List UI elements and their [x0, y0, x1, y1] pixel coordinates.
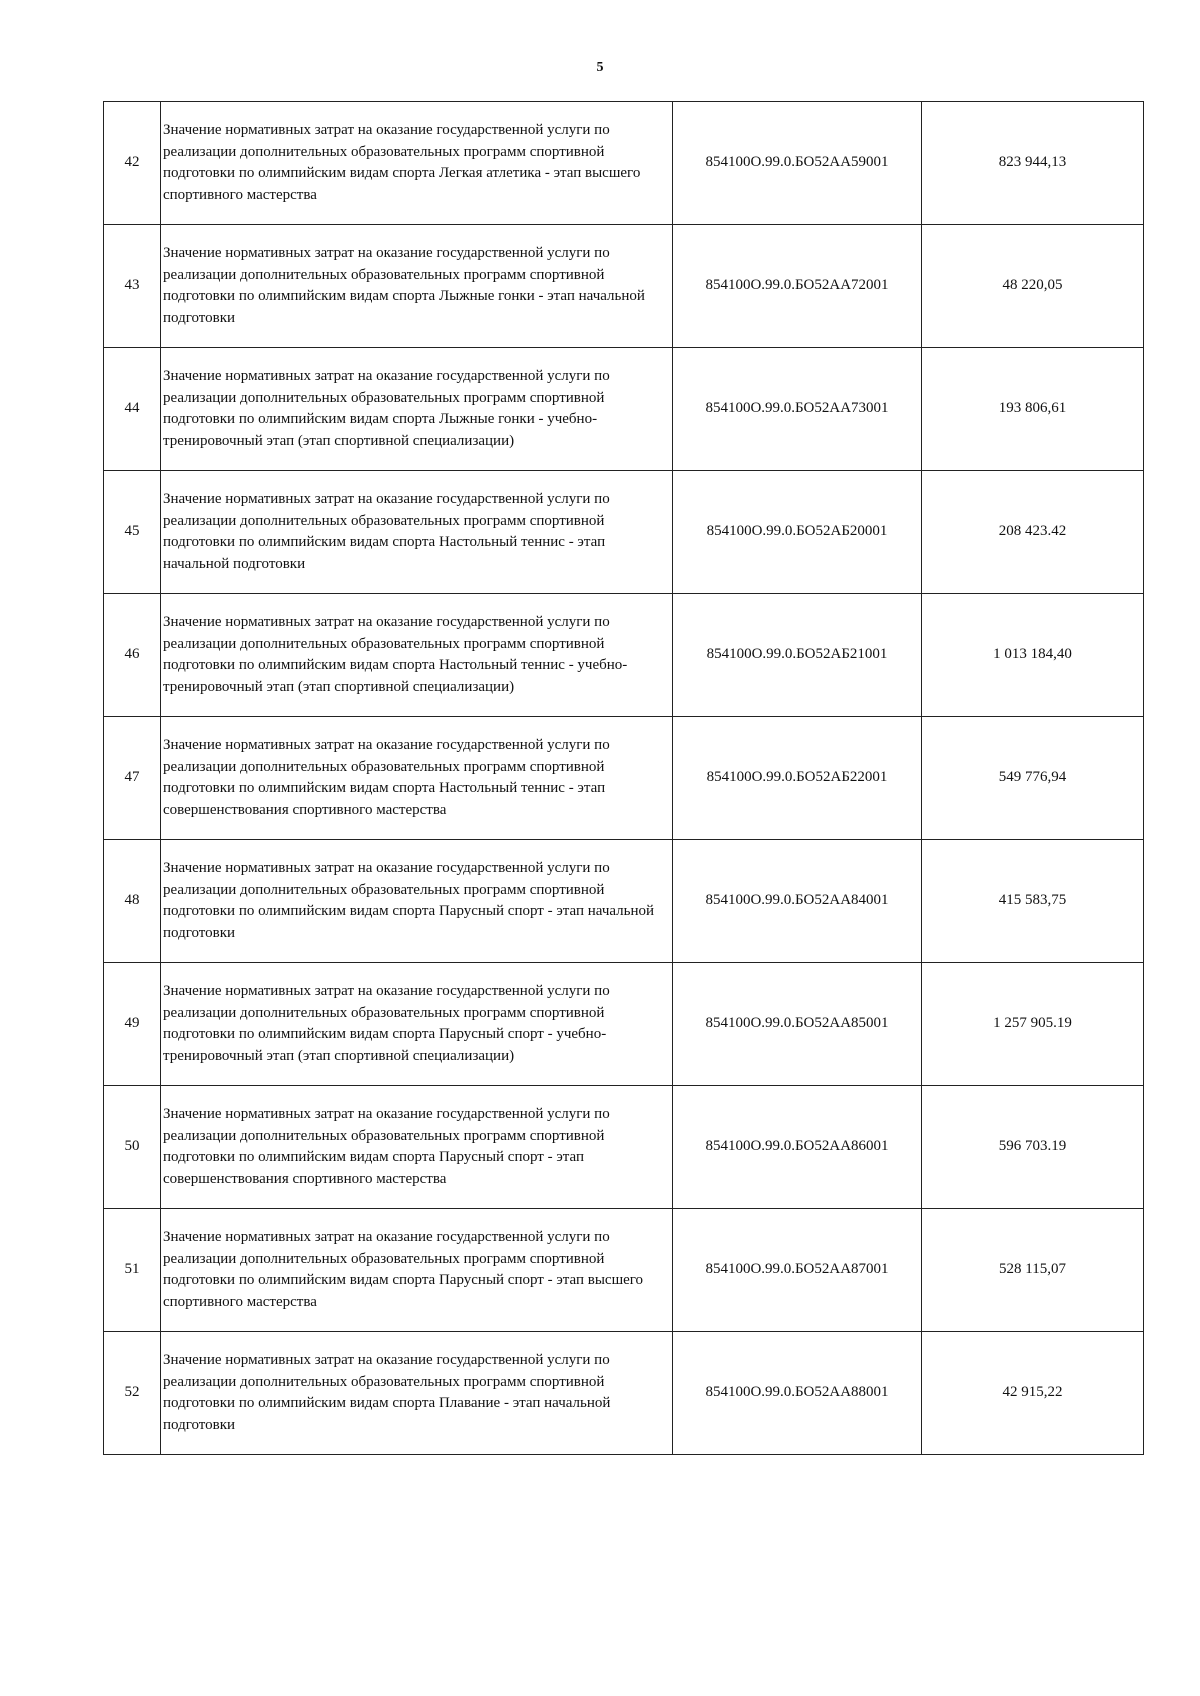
row-description: Значение нормативных затрат на оказание государственной услуги по реализации дополнительных образовательных программ спортивной подготовки по олимпийским видам спорта Настольный теннис - учебно-тренировочный этап (этап спортивной специализации): [161, 594, 673, 717]
row-code: 854100О.99.0.БО52АБ20001: [673, 471, 922, 594]
row-value: 1 257 905.19: [922, 963, 1144, 1086]
row-code: 854100О.99.0.БО52АА86001: [673, 1086, 922, 1209]
row-description: Значение нормативных затрат на оказание государственной услуги по реализации дополнительных образовательных программ спортивной подготовки по олимпийским видам спорта Легкая атлетика - этап высшего спортивного мастерства: [161, 102, 673, 225]
row-code: 854100О.99.0.БО52АА84001: [673, 840, 922, 963]
row-value: 48 220,05: [922, 225, 1144, 348]
row-description: Значение нормативных затрат на оказание государственной услуги по реализации дополнительных образовательных программ спортивной подготовки по олимпийским видам спорта Парусный спорт - этап высшего спортивного мастерства: [161, 1209, 673, 1332]
row-number: 50: [104, 1086, 161, 1209]
row-code: 854100О.99.0.БО52АА87001: [673, 1209, 922, 1332]
table-row: [104, 1332, 1144, 1455]
row-value: 1 013 184,40: [922, 594, 1144, 717]
row-description: Значение нормативных затрат на оказание государственной услуги по реализации дополнительных образовательных программ спортивной подготовки по олимпийским видам спорта Парусный спорт - этап совершенствования спортивного мастерства: [161, 1086, 673, 1209]
table-row: [104, 1086, 1144, 1209]
row-code: 854100О.99.0.БО52АБ21001: [673, 594, 922, 717]
row-value: 415 583,75: [922, 840, 1144, 963]
row-number: 51: [104, 1209, 161, 1332]
row-number: 47: [104, 717, 161, 840]
row-value: 823 944,13: [922, 102, 1144, 225]
table-row: [104, 840, 1144, 963]
row-description: Значение нормативных затрат на оказание государственной услуги по реализации дополнительных образовательных программ спортивной подготовки по олимпийским видам спорта Парусный спорт - учебно-тренировочный этап (этап спортивной специализации): [161, 963, 673, 1086]
row-number: 46: [104, 594, 161, 717]
row-code: 854100О.99.0.БО52АА72001: [673, 225, 922, 348]
row-code: 854100О.99.0.БО52АА59001: [673, 102, 922, 225]
row-number: 45: [104, 471, 161, 594]
row-description: Значение нормативных затрат на оказание государственной услуги по реализации дополнительных образовательных программ спортивной подготовки по олимпийским видам спорта Плавание - этап начальной подготовки: [161, 1332, 673, 1455]
row-number: 48: [104, 840, 161, 963]
row-description: Значение нормативных затрат на оказание государственной услуги по реализации дополнительных образовательных программ спортивной подготовки по олимпийским видам спорта Парусный спорт - этап начальной подготовки: [161, 840, 673, 963]
row-value: 549 776,94: [922, 717, 1144, 840]
table-row: [104, 102, 1144, 225]
table-row: [104, 963, 1144, 1086]
row-code: 854100О.99.0.БО52АБ22001: [673, 717, 922, 840]
table-row: [104, 717, 1144, 840]
row-value: 193 806,61: [922, 348, 1144, 471]
norms-table: [103, 101, 1144, 1455]
table-row: [104, 225, 1144, 348]
row-number: 44: [104, 348, 161, 471]
row-number: 49: [104, 963, 161, 1086]
row-description: Значение нормативных затрат на оказание государственной услуги по реализации дополнительных образовательных программ спортивной подготовки по олимпийским видам спорта Настольный теннис - этап начальной подготовки: [161, 471, 673, 594]
row-value: 596 703.19: [922, 1086, 1144, 1209]
row-description: Значение нормативных затрат на оказание государственной услуги по реализации дополнительных образовательных программ спортивной подготовки по олимпийским видам спорта Лыжные гонки - этап начальной подготовки: [161, 225, 673, 348]
page-number: 5: [596, 60, 604, 75]
row-number: 52: [104, 1332, 161, 1455]
row-description: Значение нормативных затрат на оказание государственной услуги по реализации дополнительных образовательных программ спортивной подготовки по олимпийским видам спорта Настольный теннис - этап совершенствования спортивного мастерства: [161, 717, 673, 840]
row-description: Значение нормативных затрат на оказание государственной услуги по реализации дополнительных образовательных программ спортивной подготовки по олимпийским видам спорта Лыжные гонки - учебно-тренировочный этап (этап спортивной специализации): [161, 348, 673, 471]
row-code: 854100О.99.0.БО52АА85001: [673, 963, 922, 1086]
row-number: 43: [104, 225, 161, 348]
table-row: [104, 471, 1144, 594]
row-value: 42 915,22: [922, 1332, 1144, 1455]
row-code: 854100О.99.0.БО52АА88001: [673, 1332, 922, 1455]
row-value: 528 115,07: [922, 1209, 1144, 1332]
row-number: 42: [104, 102, 161, 225]
table-row: [104, 1209, 1144, 1332]
table-row: [104, 594, 1144, 717]
row-value: 208 423.42: [922, 471, 1144, 594]
table-row: [104, 348, 1144, 471]
row-code: 854100О.99.0.БО52АА73001: [673, 348, 922, 471]
